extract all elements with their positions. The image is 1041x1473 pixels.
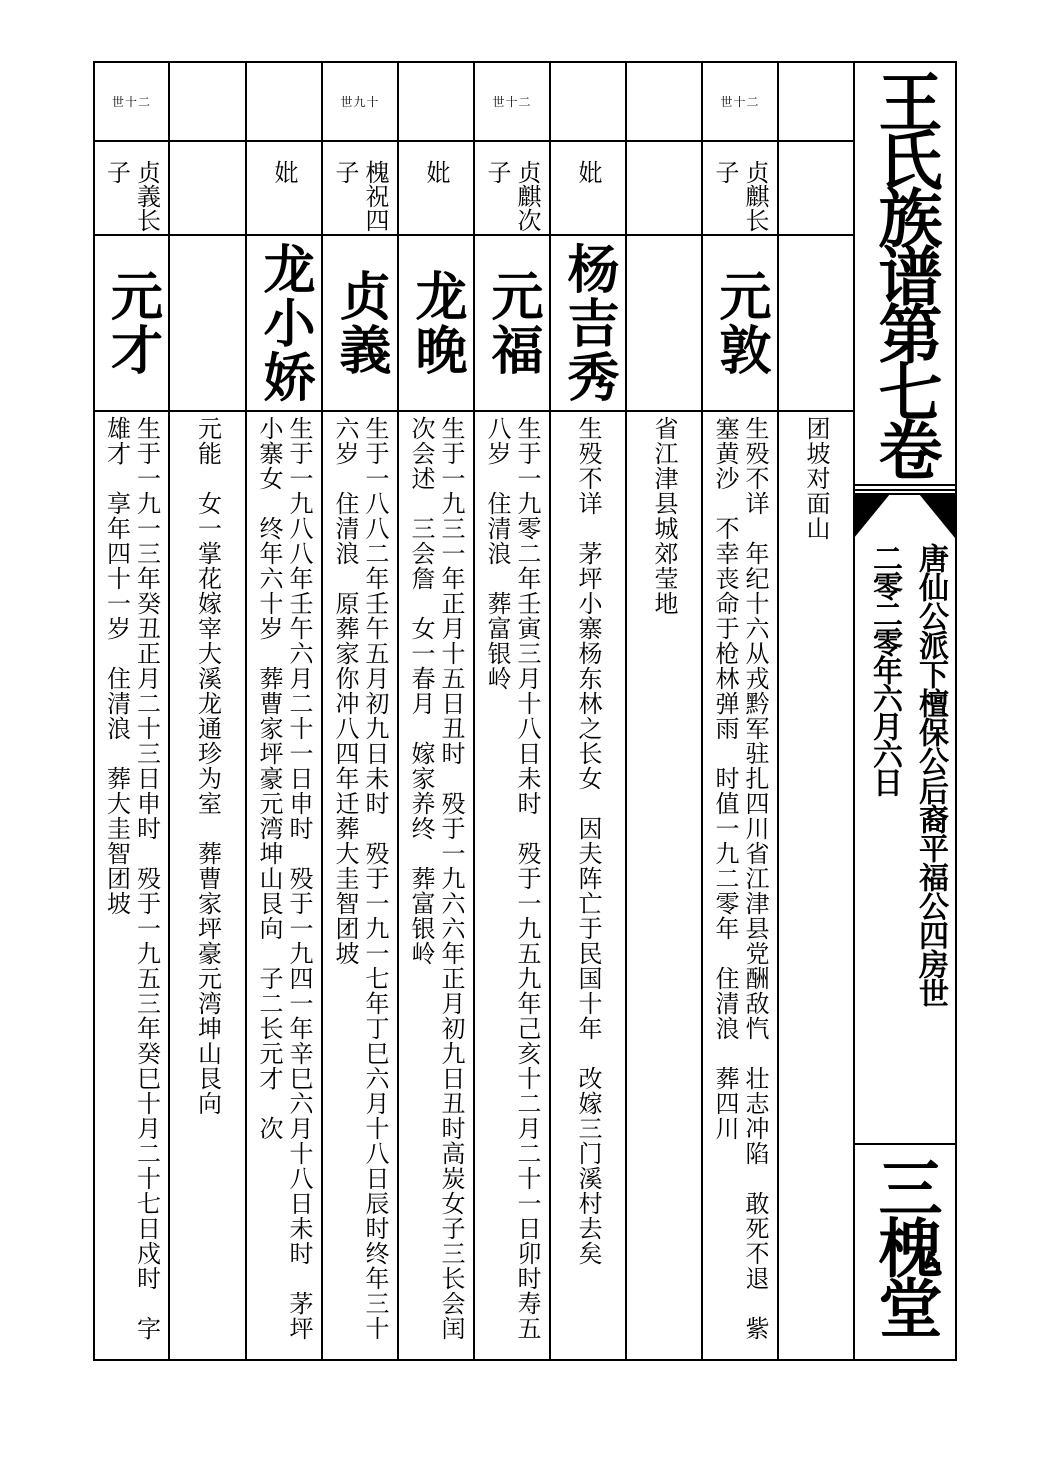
- biography-cell: 生于一九八八年壬午六月二十一日申时 殁于一九四一年辛巳六月十八日未时 茅坪小寨女 终年六十岁 葬曹家坪豪元湾坤山艮向 子二长元才 次: [255, 416, 313, 1341]
- relation-cell: [170, 140, 245, 236]
- name-cell: [170, 236, 245, 412]
- name-cell: 元敦: [703, 236, 777, 412]
- name-cell: 龙晚: [399, 236, 473, 412]
- biography-cell: 生于一九一三年癸丑正月二十三日申时 殁于一九五三年癸巳十月二十七日戍时 字雄才 享年四十一岁 住清浪 葬大圭智团坡: [102, 416, 161, 1341]
- name-cell: [627, 236, 701, 412]
- relation-cell: 妣: [399, 140, 473, 236]
- relation-cell: 贞義长子: [95, 140, 168, 236]
- relation-cell: 槐祝四子: [323, 140, 397, 236]
- relation-cell: 妣: [247, 140, 321, 236]
- generation-cell: [170, 63, 245, 142]
- generation-cell: [399, 63, 473, 142]
- generation-cell: 世九十: [323, 63, 397, 142]
- biography-cell: 生于一九三一年正月十五日丑时 殁于一九六六年正月初九日丑时高炭女子三长会闰 次会述 三会詹 女一春月 嫁家养终 葬富银岭: [407, 416, 465, 1366]
- column-6: [399, 63, 475, 1366]
- generation-cell: 世十二: [703, 63, 777, 142]
- biography-cell: 生殁不详 年纪十六从戎黔军驻扎四川省江津县党酬敌忾 壮志冲陷 敢死不退 紫塞黄沙 不幸丧命于枪林弹雨 时值一九二零年 住清浪 葬四川: [711, 416, 769, 1341]
- generation-cell: [627, 63, 701, 142]
- generation-cell: 世十二: [95, 63, 168, 142]
- relation-cell: [779, 140, 853, 236]
- divider-ornament: [854, 483, 955, 543]
- column-7: [323, 63, 399, 1359]
- biography-cell: 生于一八八二年壬午五月初九日未时 殁于一九一七年丁巳六月十八日辰时终年三十六岁 住清浪 原葬家你冲八四年迁葬大圭智团坡: [331, 416, 389, 1341]
- hall-name: 三槐堂: [854, 1143, 955, 1359]
- title-divider: [854, 483, 955, 543]
- branch-subtitle: 唐仙公派下檀保公后裔平福公四房世: [913, 543, 948, 1007]
- name-cell: 贞義: [323, 236, 397, 412]
- generation-cell: [551, 63, 625, 142]
- name-cell: 元福: [475, 236, 549, 412]
- name-cell: 元才: [95, 236, 168, 412]
- biography-cell: 生于一九零二年壬寅三月十八日未时 殁于一九五九年己亥十二月二十一日卯时寿五八岁 住清浪 葬富银岭: [483, 416, 541, 1341]
- generation-cell: 世十二: [475, 63, 549, 142]
- column-4: [551, 63, 627, 1359]
- column-9: [170, 63, 247, 1359]
- biography-cell: 生殁不详 茅坪小寨杨东林之长女 因夫阵亡于民国十年 改嫁三门溪村去矣: [574, 416, 602, 1266]
- name-cell: 龙小娇: [247, 236, 321, 412]
- book-title: 王氏族谱第七卷: [867, 69, 943, 475]
- column-2: [703, 63, 779, 1359]
- biography-cell: 团坡对面山: [802, 416, 830, 541]
- column-1: [779, 63, 855, 1359]
- name-cell: [779, 236, 853, 412]
- genealogy-page-frame: [93, 61, 957, 1366]
- name-cell: 杨吉秀: [551, 236, 625, 412]
- relation-cell: [627, 140, 701, 236]
- subtitle-area: [854, 543, 955, 1143]
- relation-cell: 贞麒次子: [475, 140, 549, 236]
- generation-cell: [247, 63, 321, 142]
- relation-cell: 贞麒长子: [703, 140, 777, 236]
- column-10: [95, 63, 170, 1359]
- title-column: [854, 63, 955, 1359]
- biography-cell: 省江津县城郊莹地: [650, 416, 678, 616]
- column-8: [247, 63, 323, 1359]
- generation-cell: [779, 63, 853, 142]
- biography-cell: 元能 女一掌花嫁宰大溪龙通珍为室 葬曹家坪豪元湾坤山艮向: [193, 416, 222, 1116]
- column-5: [475, 63, 551, 1359]
- compile-date: 二零二零年六月六日: [867, 543, 902, 795]
- column-3: [627, 63, 703, 1359]
- relation-cell: 妣: [551, 140, 625, 236]
